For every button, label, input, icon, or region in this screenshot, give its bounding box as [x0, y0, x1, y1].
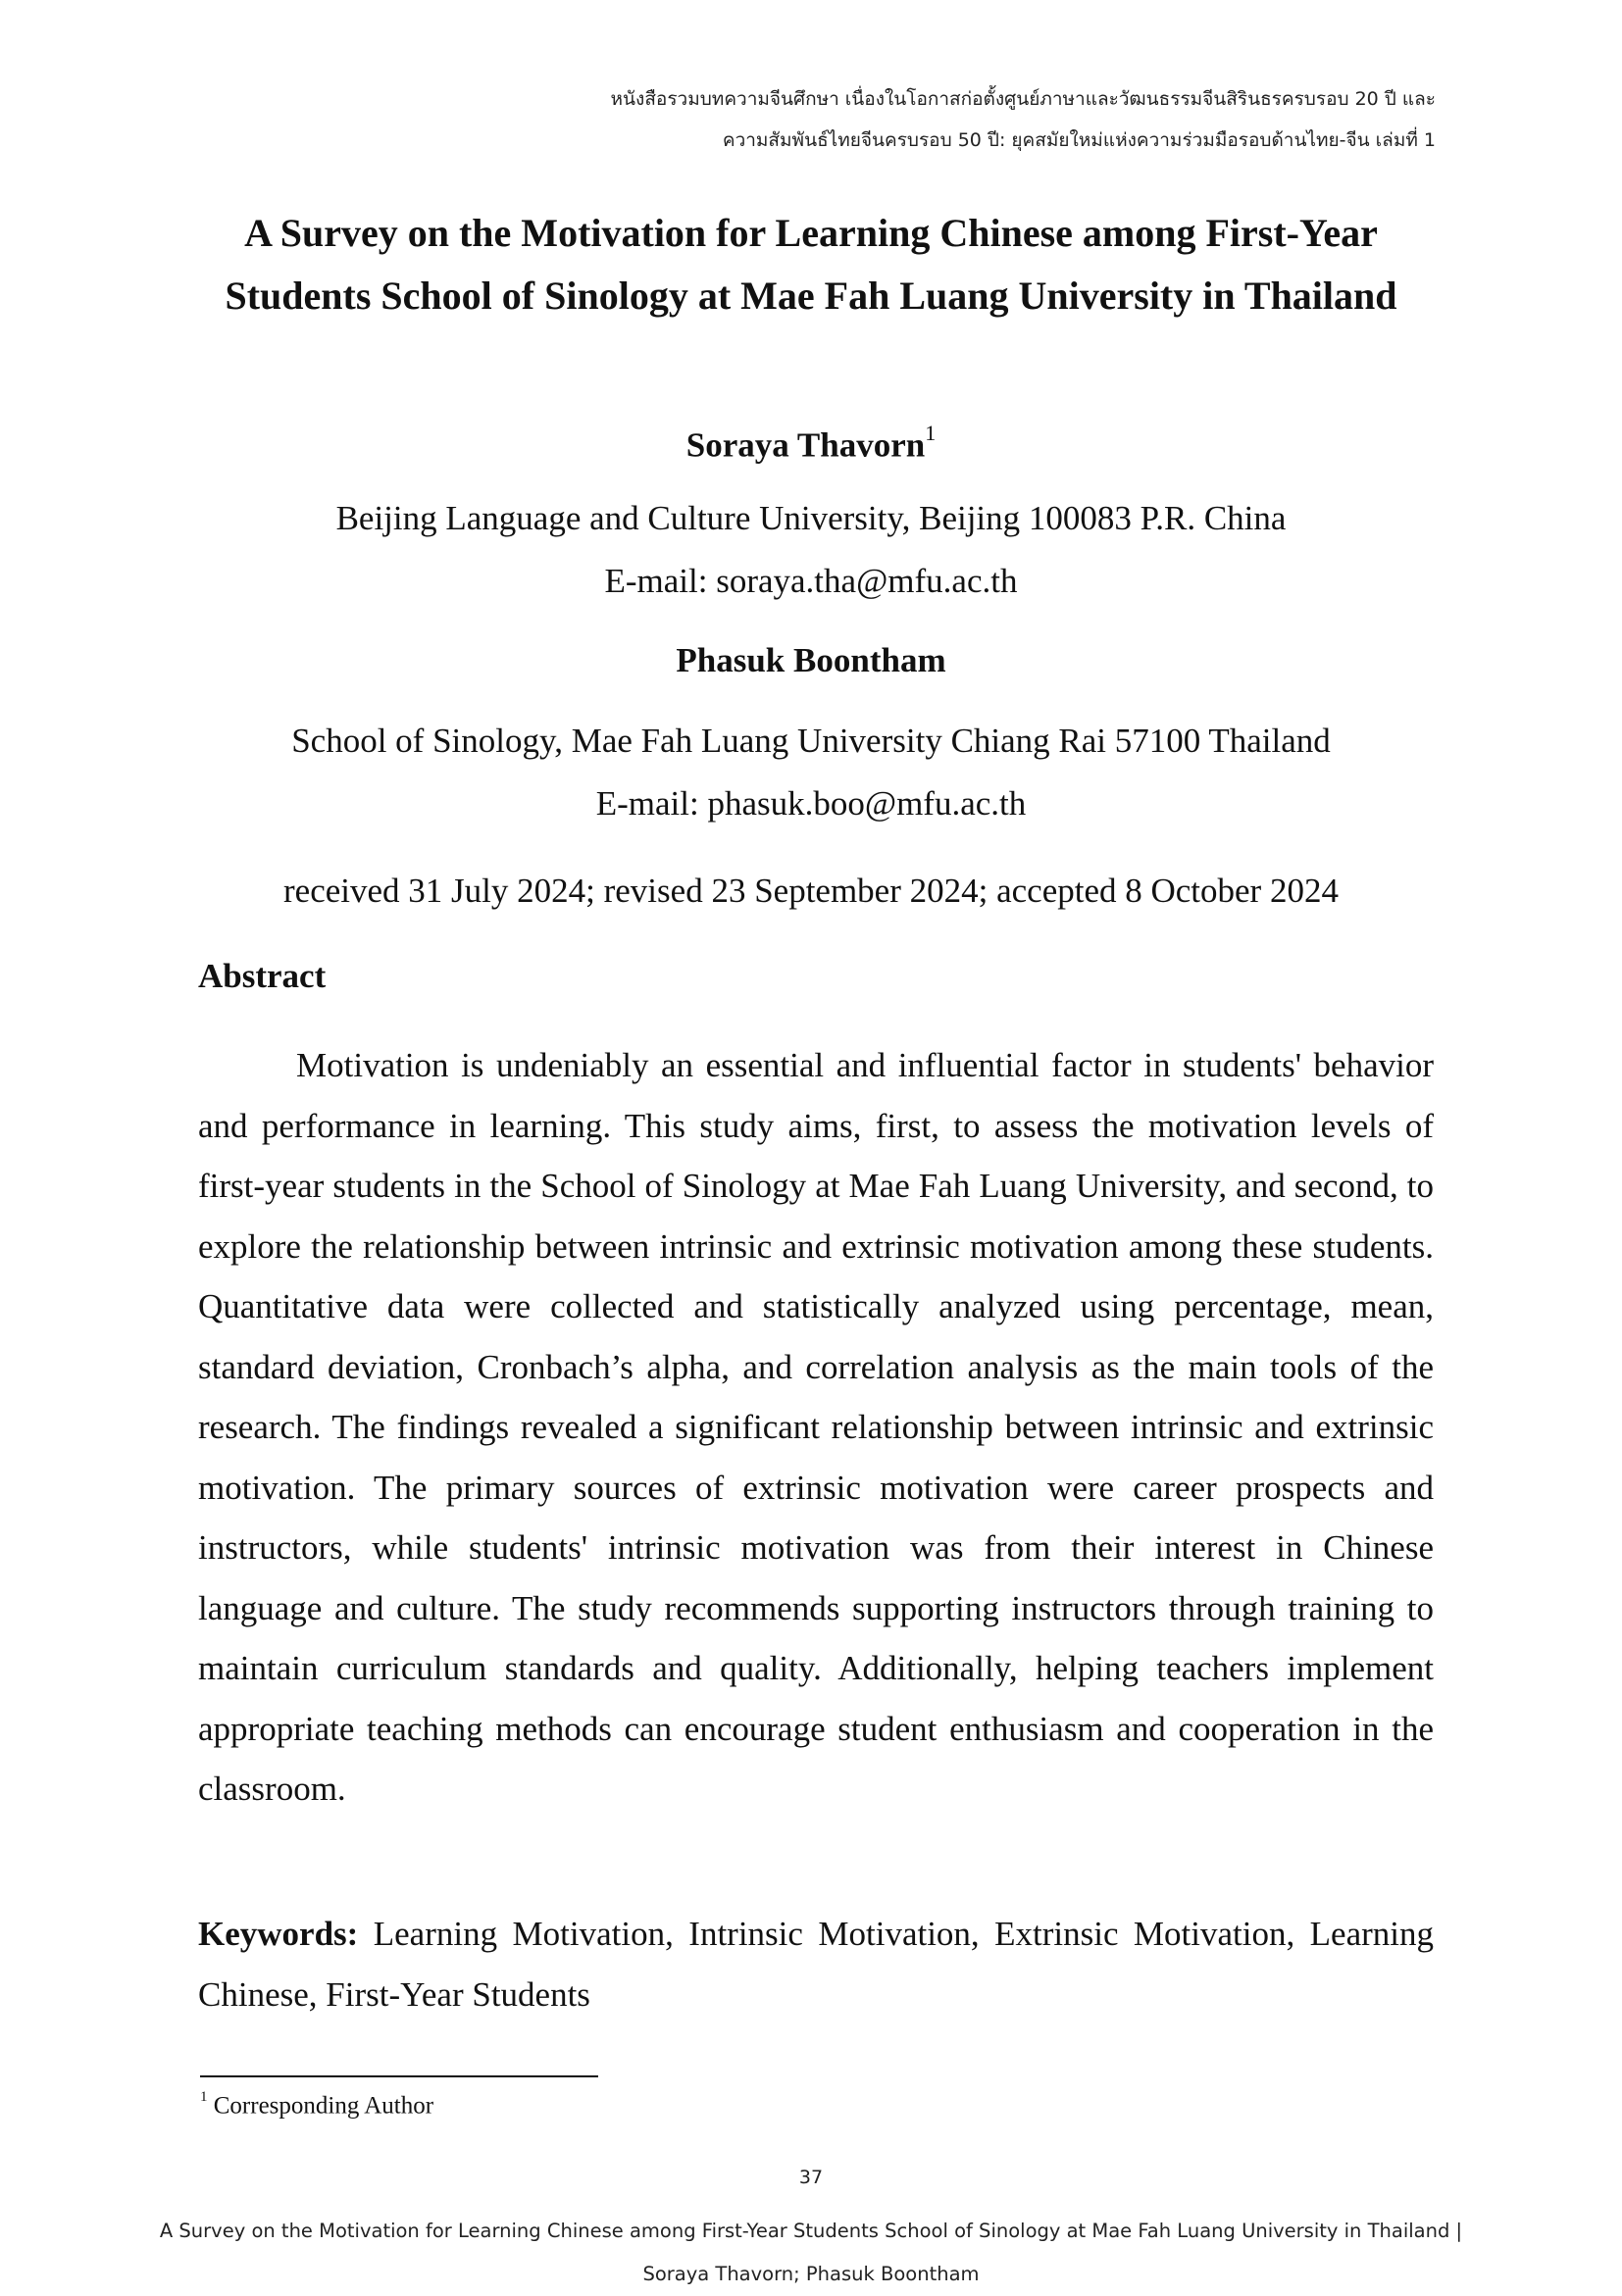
running-header-line-2: ความสัมพันธ์ไทยจีนครบรอบ 50 ปี: ยุคสมัยใหม่แห่งความร่วมมือรอบด้านไทย-จีน เล่มที่ 1: [722, 129, 1436, 151]
running-footer-line-1: A Survey on the Motivation for Learning Chinese among First-Year Students School of Sinology at Mae Fah Luang University in Thailand |: [159, 2220, 1463, 2242]
article-dates: received 31 July 2024; revised 23 September 2024; accepted 8 October 2024: [283, 872, 1339, 910]
footnote-text: Corresponding Author: [213, 2092, 434, 2120]
running-footer-line-2: Soraya Thavorn; Phasuk Boontham: [642, 2263, 980, 2285]
author-1-email: E-mail: soraya.tha@mfu.ac.th: [604, 562, 1018, 600]
footnote: [200, 2084, 433, 2121]
author-1-name: [186, 416, 1436, 468]
author-2-name: Phasuk Boontham: [676, 641, 946, 679]
author-1-affiliation: Beijing Language and Culture University, Beijing 100083 P.R. China: [335, 499, 1287, 537]
abstract-body: Motivation is undeniably an essential and influential factor in students' behavior and performance in learning. This study aims, first, to assess the motivation levels of first-year students in the School of Sinology at Mae Fah Luang University, and second, to explore the relationship between intrinsic and extrinsic motivation among these students. Quantitative data were collected and statistically analyzed using percentage, mean, standard deviation, Cronbach’s alpha, and correlation analysis as the main tools of the research. The findings revealed a significant relationship between intrinsic and extrinsic motivation. The primary sources of extrinsic motivation were career prospects and instructors, while students' intrinsic motivation was from their interest in Chinese language and culture. The study recommends supporting instructors through training to maintain curriculum standards and quality. Additionally, helping teachers implement appropriate teaching methods can encourage student enthusiasm and cooperation in the classroom.: [198, 1046, 1434, 1808]
keywords: [198, 1904, 1434, 2024]
author-1-footnote-mark: 1: [925, 421, 937, 445]
running-footer: [0, 2210, 1622, 2296]
keywords-label: Keywords:: [198, 1915, 359, 1953]
abstract-heading: Abstract: [198, 957, 327, 995]
page-number: 37: [798, 2167, 824, 2188]
author-2-email: E-mail: phasuk.boo@mfu.ac.th: [595, 784, 1027, 823]
article-title: A Survey on the Motivation for Learning Chinese among First-Year Students School of Sinology at Mae Fah Luang University in Thailand: [225, 211, 1397, 318]
footnote-mark: 1: [200, 2089, 208, 2105]
running-header: [611, 78, 1436, 161]
author-2-affiliation: School of Sinology, Mae Fah Luang University Chiang Rai 57100 Thailand: [291, 722, 1331, 760]
author-1-name-text: Soraya Thavorn: [685, 425, 926, 465]
keywords-text: Learning Motivation, Intrinsic Motivation, Extrinsic Motivation, Learning Chinese, First-Year Students: [198, 1915, 1435, 2014]
footnote-divider: [200, 2075, 598, 2077]
running-header-line-1: หนังสือรวมบทความจีนศึกษา เนื่องในโอกาสก่อตั้งศูนย์ภาษาและวัฒนธรรมจีนสิรินธรครบรอบ 20 ปี และ: [610, 88, 1436, 110]
